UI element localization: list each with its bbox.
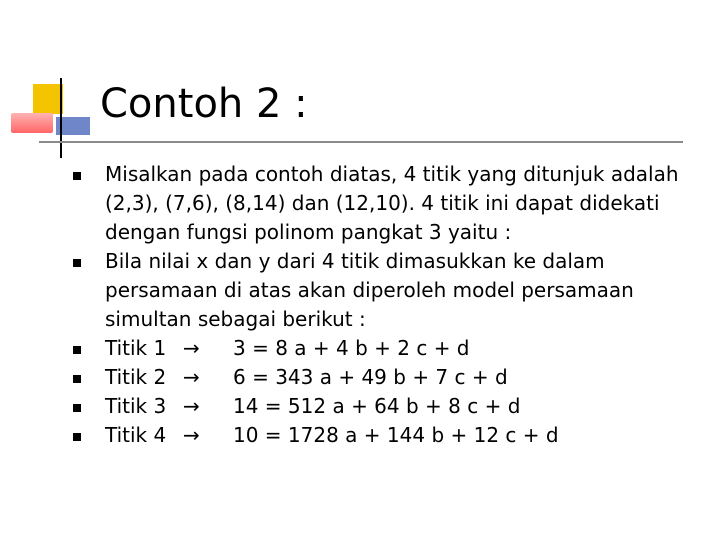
arrow-icon: → — [183, 365, 200, 389]
point-equation: 3 = 8 a + 4 b + 2 c + d — [233, 336, 470, 360]
paragraph-text: Misalkan pada contoh diatas, 4 titik yang ditunjuk adalah (2,3), (7,6), (8,14) dan (12,10). 4 titik ini dapat didekati dengan fungsi polinom pangkat 3 yaitu : — [105, 162, 679, 244]
arrow-icon: → — [183, 394, 200, 418]
point-equation: 10 = 1728 a + 144 b + 12 c + d — [233, 423, 559, 447]
bullet-icon — [73, 172, 81, 180]
arrow-icon: → — [183, 423, 200, 447]
point-label: Titik 1 — [105, 336, 167, 360]
list-item — [70, 160, 690, 247]
arrow-icon: → — [183, 336, 200, 360]
point-label: Titik 3 — [105, 394, 167, 418]
list-item — [70, 247, 690, 334]
paragraph-text: Bila nilai x dan y dari 4 titik dimasukkan ke dalam persamaan di atas akan diperoleh model persamaan simultan sebagai berikut : — [105, 249, 634, 331]
list-item — [70, 392, 690, 421]
list-item — [70, 334, 690, 363]
point-equation: 6 = 343 a + 49 b + 7 c + d — [233, 365, 508, 389]
slide-title: Contoh 2 : — [100, 81, 308, 127]
point-label: Titik 4 — [105, 423, 167, 447]
title-underline — [39, 141, 683, 143]
decor-red-block — [11, 113, 53, 133]
bullet-icon — [73, 259, 81, 267]
decor-vertical-line — [60, 78, 62, 158]
bullet-icon — [73, 375, 81, 383]
bullet-icon — [73, 433, 81, 441]
bullet-icon — [73, 346, 81, 354]
decor-yellow-square — [33, 84, 63, 114]
point-label: Titik 2 — [105, 365, 167, 389]
list-item — [70, 363, 690, 392]
point-equation: 14 = 512 a + 64 b + 8 c + d — [233, 394, 521, 418]
bullet-list — [70, 160, 690, 450]
bullet-icon — [73, 404, 81, 412]
list-item — [70, 421, 690, 450]
